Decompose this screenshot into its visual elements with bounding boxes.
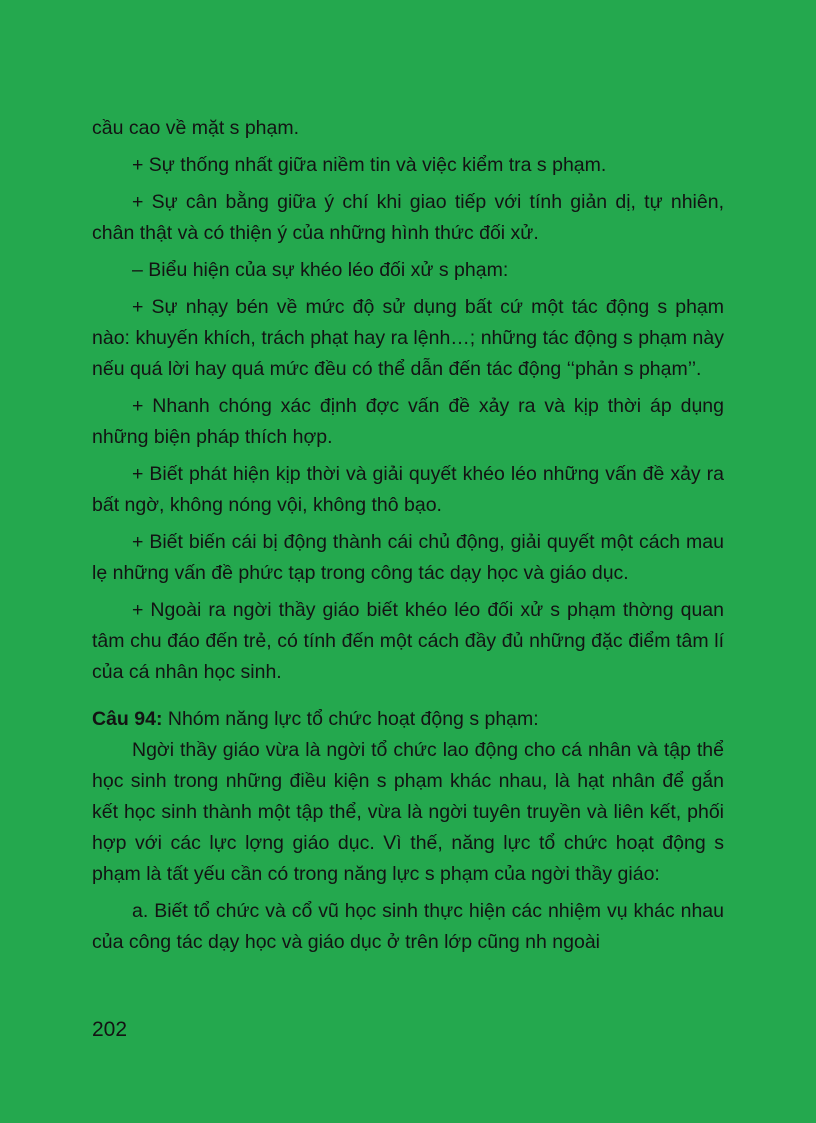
paragraph-1: cầu cao về mặt s phạm. [92,117,300,139]
question-heading [92,704,724,735]
page-number: 202 [92,1018,128,1041]
paragraph-5: + Sự nhạy bén về mức độ sử dụng bất cứ một tác động s phạm nào: khuyến khích, trách phạt hay ra lệnh…; những tác động s phạm này nếu quá lời hay quá mức đều có thể dẫn đến tác động ‘‘phản s phạm’’. [92,296,724,380]
paragraph-4: – Biểu hiện của sự khéo léo đối xử s phạm: [132,259,509,281]
question-title: Nhóm năng lực tổ chức hoạt động s phạm: [162,708,539,730]
paragraph-3: + Sự cân bằng giữa ý chí khi giao tiếp với tính giản dị, tự nhiên, chân thật và có thiện ý của những hình thức đối xử. [92,191,724,244]
paragraph-2: + Sự thống nhất giữa niềm tin và việc kiểm tra s phạm. [132,154,607,176]
paragraph-6: + Nhanh chóng xác định đợc vấn đề xảy ra và kịp thời áp dụng những biện pháp thích hợp. [92,395,724,448]
paragraph-8: + Biết biến cái bị động thành cái chủ động, giải quyết một cách mau lẹ những vấn đề phức tạp trong công tác dạy học và giáo dục. [92,531,724,584]
question-paragraph-2: a. Biết tổ chức và cổ vũ học sinh thực hiện các nhiệm vụ khác nhau của công tác dạy học và giáo dục ở trên lớp cũng nh ngoài [92,900,724,953]
paragraph-9: + Ngoài ra ngời thầy giáo biết khéo léo đối xử s phạm thờng quan tâm chu đáo đến trẻ, có tính đến một cách đầy đủ những đặc điểm tâm lí của cá nhân học sinh. [92,599,724,683]
question-label: Câu 94: [92,708,163,730]
question-paragraph-1: Ngời thầy giáo vừa là ngời tổ chức lao động cho cá nhân và tập thể học sinh trong những điều kiện s phạm khác nhau, là hạt nhân để gắn kết học sinh thành một tập thể, vừa là ngời tuyên truyền và liên kết, phối hợp với các lực lợng giáo dục. Vì thế, năng lực tổ chức hoạt động s phạm là tất yếu cần có trong năng lực s phạm của ngời thầy giáo: [92,739,724,885]
paragraph-7: + Biết phát hiện kịp thời và giải quyết khéo léo những vấn đề xảy ra bất ngờ, không nóng vội, không thô bạo. [92,463,724,516]
page-body [92,113,724,958]
